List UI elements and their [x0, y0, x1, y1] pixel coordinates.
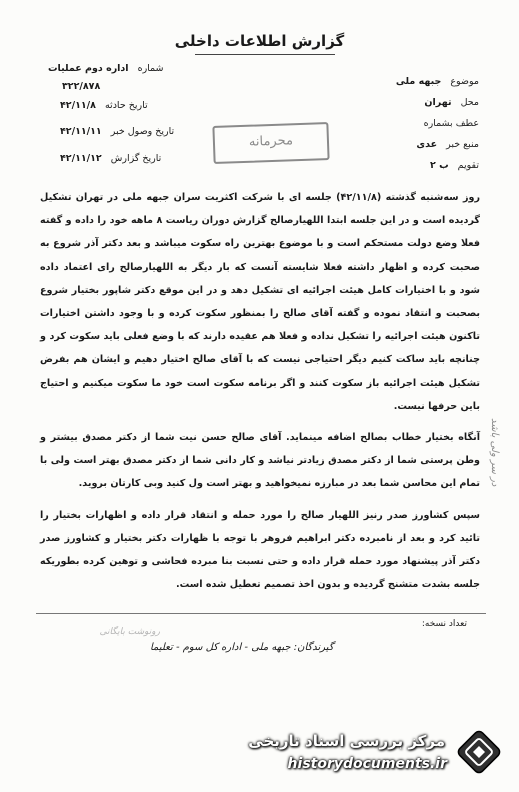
source-label: منبع خبر [446, 139, 479, 150]
attachment-label: عطف بشماره [423, 118, 479, 129]
confidential-stamp: محرمانه [212, 122, 329, 164]
number-row [48, 63, 164, 74]
subject-value: جبهه ملی [395, 76, 442, 87]
source-row [416, 139, 479, 150]
body-paragraph-1: روز سه‌شنبه گذشته (۴۲/۱۱/۸) جلسه ای با شرکت اکثریت سران جبهه ملی در تهران تشکیل گردیده است و در این جلسه ابتدا اللهیارصالح گزارش دوران ریاست ۸ ماهه خود را داده و گفته فعلا وضع دولت مستحکم است و با موضوع بهترین راه سکوت میباشد و بعد دکتر آذر شروع به صحبت کرده و اظهار داشته فعلا شایسته آنست که بار دیگر به اللهیارصالح رای اعتماد داده شود و با اختیارات کامل هیئت اجرائیه ای تشکیل دهد و در این موقع دکتر شاپور بختیار شروع بصحبت و انتقاد نموده و گفته آقای صالح را بمنظور سکوت کرده و با وجود داشتن اختیارات تاکنون هیئت اجرائیه را تشکیل نداده و فعلا هم عقیده دارند که با وضع فعلی باید سکوت کرد و چنانچه باید ساکت کنیم دیگر احتیاجی نیست که با آقای صالح اختیار دهیم و ایشان هم بفرض تشکیل هیئت اجرائیه باز سکوت کنند و اگر برنامه سکوت است خود ما سکوت میکنیم و احتیاج باین حرفها نیست. [40, 192, 480, 412]
subject-row [396, 76, 479, 87]
report-date-label: تاریخ گزارش [110, 153, 162, 164]
place-row [424, 97, 479, 108]
number-label: شماره [137, 63, 164, 74]
recipients-line: گیرندگان: جبهه ملی - اداره کل سوم - تعلیما [150, 642, 334, 653]
attachment-row [424, 118, 479, 129]
report-date-row [60, 153, 161, 164]
incident-date-label: تاریخ حادثه [104, 100, 148, 111]
subject-label: موضوع [450, 76, 479, 87]
received-date-label: تاریخ وصول خبر [110, 126, 175, 137]
received-date-value: ۴۲/۱۱/۱۱ [60, 126, 102, 137]
incident-date-row [60, 100, 148, 111]
report-date-value: ۴۲/۱۱/۱۲ [60, 153, 102, 164]
rating-row [430, 160, 479, 171]
footer-divider [36, 613, 486, 614]
rating-label: تقویم [457, 160, 479, 171]
handwritten-margin-note: در سر ولی باشد [489, 418, 500, 487]
archive-title: مرکز بررسی اسناد تاریخی [248, 732, 445, 750]
body-paragraph-3: سپس کشاورز صدر رنیز اللهیار صالح را مورد حمله و انتقاد قرار داده و اظهارات بختیار را تائید کرد و بعد از نامبرده دکتر ابراهیم فروهر با توجه با ظهارات دکتر بختیار و کشاورز صدر دکتر آذر پیشنهاد مورد حمله قرار داده و حتی نسبت بنا مبرده فحاشی و توهین کرده بطوریکه جلسه بشدت متشنج گردیده و بدون اخذ تصمیم تعطیل شده است. [40, 509, 480, 591]
rating-value: ب ۲ [429, 160, 449, 171]
body-paragraph-2: آنگاه بختیار خطاب بصالح اضافه مینماید. آقای صالح حسن نیت شما از دکتر مصدق بیشتر و وطن پرستی شما از دکتر مصدق زیادتر نیاشد و کار دانی شما از دکتر مصدق بهتر است ولی با تمام این محاسن شما بعد در مبارزه نمیخواهید و بهتر است ول کنید وبی کارتان بروید. [40, 432, 480, 490]
title-underline [195, 54, 335, 55]
document-title: گزارش اطلاعات داخلی [174, 32, 345, 50]
faint-signature: رونوشت بایگانی [99, 627, 160, 637]
place-label: محل [460, 97, 479, 108]
archive-branding [232, 728, 507, 778]
archive-logo-icon [457, 730, 501, 774]
number-value: اداره دوم عملیات [48, 63, 129, 74]
copies-label: تعداد نسخه: [421, 619, 467, 629]
source-value: عدی [416, 139, 438, 150]
incident-date-value: ۴۲/۱۱/۸ [60, 100, 96, 111]
number-digits: ۳۲۲/۸۷۸ [62, 81, 101, 92]
report-body [40, 186, 480, 604]
received-date-row [60, 126, 174, 137]
place-value: تهران [424, 97, 452, 108]
archive-url[interactable]: historydocuments.ir [287, 756, 447, 772]
